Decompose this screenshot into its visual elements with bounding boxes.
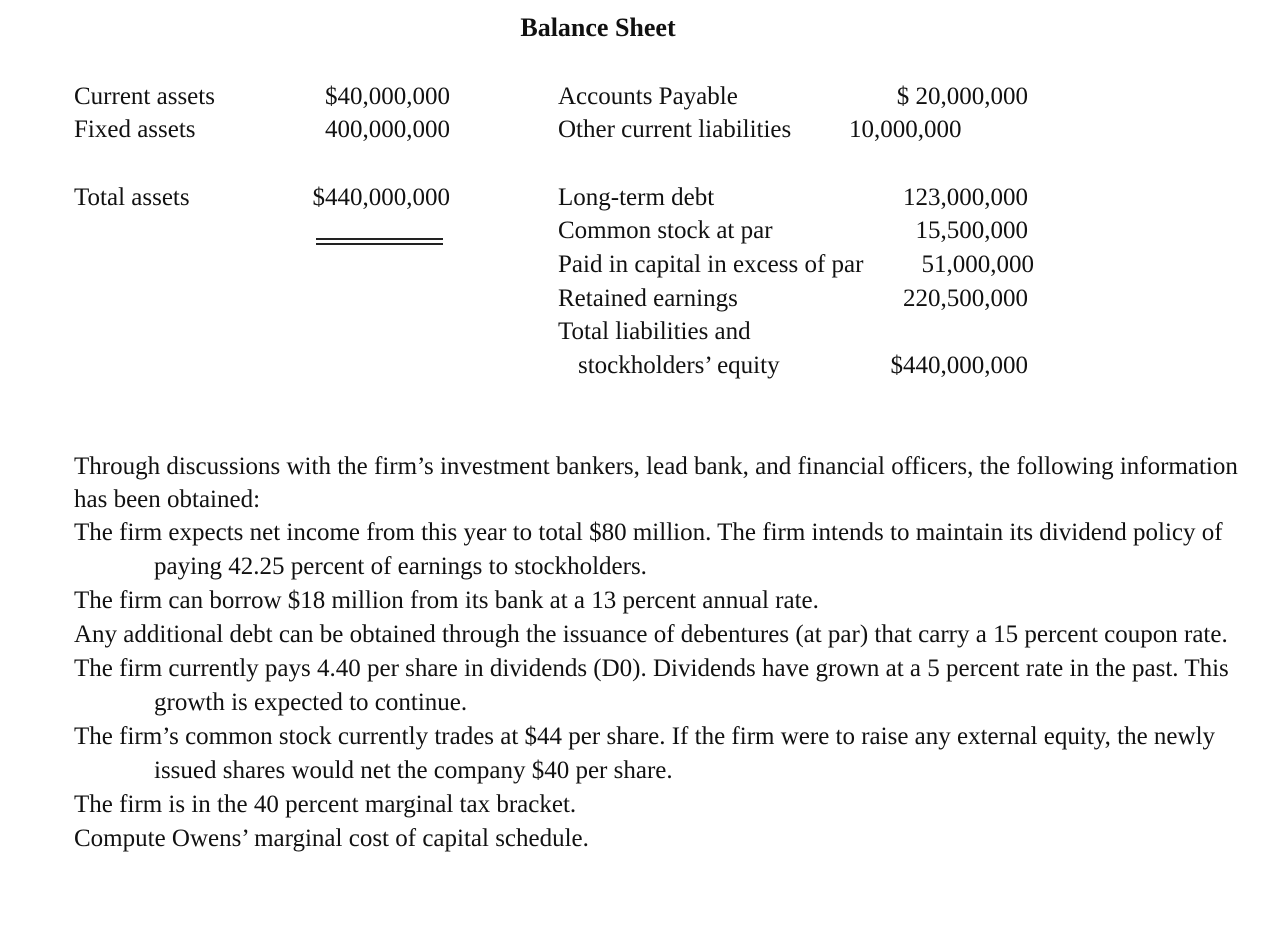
paid-in-capital-value: 51,000,000 (921, 251, 1034, 278)
list-item: The firm currently pays 4.40 per share in dividends (D0). Dividends have grown at a 5 percent rate in the past. This growth is expected to continue. (74, 655, 1229, 716)
list-item: The firm expects net income from this year to total $80 million. The firm intends to maintain its dividend policy of paying 42.25 percent of earnings to stockholders. (74, 519, 1223, 580)
list-item: Any additional debt can be obtained through the issuance of debentures (at par) that carry a 15 percent coupon rate. (74, 621, 1228, 648)
fixed-assets-label: Fixed assets (74, 116, 196, 143)
accounts-payable-label: Accounts Payable (558, 83, 738, 110)
common-stock-label: Common stock at par (558, 217, 773, 244)
list-item: Compute Owens’ marginal cost of capital schedule. (74, 825, 589, 852)
common-stock-value: 15,500,000 (915, 217, 1028, 244)
total-liabilities-label-line1: Total liabilities and (558, 318, 751, 345)
page-title: Balance Sheet (520, 13, 676, 42)
double-underline (316, 238, 443, 245)
retained-earnings-label: Retained earnings (558, 285, 738, 312)
total-assets-value: $440,000,000 (312, 184, 450, 211)
long-term-debt-label: Long-term debt (558, 184, 715, 211)
paid-in-capital-label: Paid in capital in excess of par (558, 251, 864, 278)
current-assets-value: $40,000,000 (325, 83, 450, 110)
other-current-liabilities-value: 10,000,000 (849, 116, 962, 143)
retained-earnings-value: 220,500,000 (903, 285, 1028, 312)
current-assets-label: Current assets (74, 83, 215, 110)
long-term-debt-value: 123,000,000 (903, 184, 1028, 211)
fixed-assets-value: 400,000,000 (325, 116, 450, 143)
intro-paragraph: Through discussions with the firm’s investment bankers, lead bank, and financial officers, the following information has been obtained: (74, 453, 1238, 513)
list-item: The firm’s common stock currently trades at $44 per share. If the firm were to raise any external equity, the newly issued shares would net the company $40 per share. (74, 723, 1216, 784)
other-current-liabilities-label: Other current liabilities (558, 116, 792, 143)
total-liabilities-value: $440,000,000 (890, 352, 1028, 379)
accounts-payable-value: $ 20,000,000 (896, 83, 1028, 110)
list-item: The firm is in the 40 percent marginal tax bracket. (74, 791, 577, 818)
list-item: The firm can borrow $18 million from its bank at a 13 percent annual rate. (74, 587, 819, 614)
total-assets-label: Total assets (74, 184, 190, 211)
problem-text (74, 450, 1244, 856)
total-liabilities-label-line2: stockholders’ equity (578, 352, 780, 379)
